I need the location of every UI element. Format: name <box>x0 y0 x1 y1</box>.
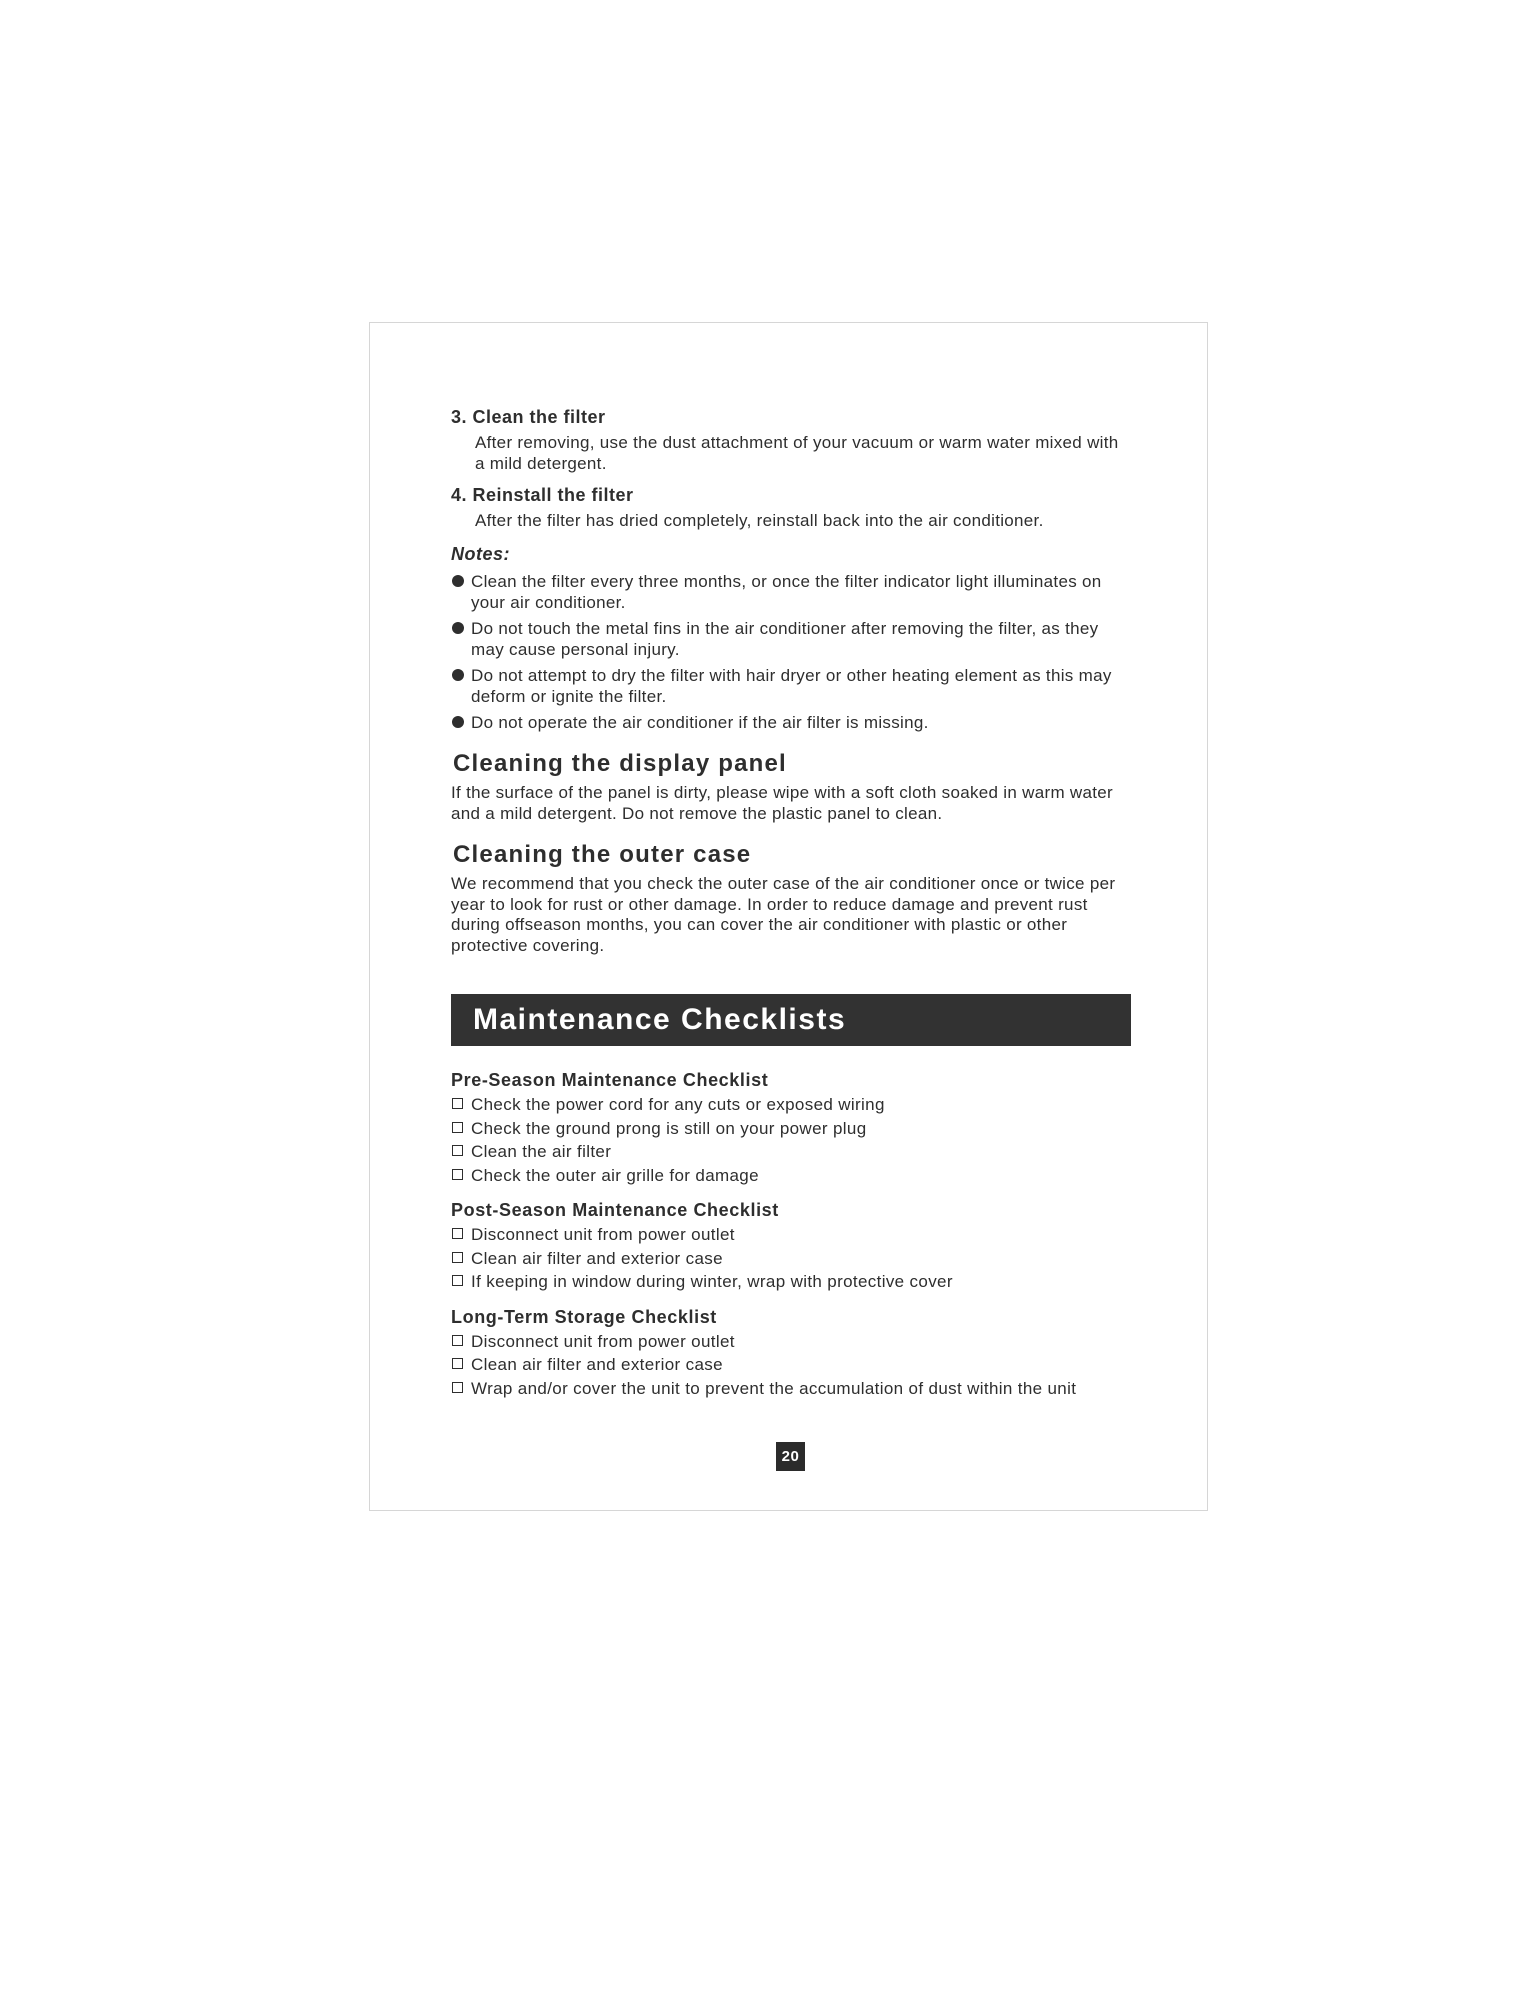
page-content <box>451 406 1131 1412</box>
bullet-icon <box>452 575 464 587</box>
post-season-checklist <box>451 1199 1131 1294</box>
checklist-item-text: Clean the air filter <box>471 1142 612 1161</box>
checklist-item <box>451 1140 1131 1164</box>
checklist-item-text: Wrap and/or cover the unit to prevent the accumulation of dust within the unit <box>471 1378 1077 1398</box>
checklist-item-text: Check the outer air grille for damage <box>471 1165 759 1185</box>
section-heading: Cleaning the display panel <box>453 750 787 777</box>
checklist-item <box>451 1247 1131 1271</box>
bullet-icon <box>452 622 464 634</box>
checklist-item-text: Clean air filter and exterior case <box>471 1355 723 1374</box>
checkbox-icon <box>452 1275 463 1286</box>
note-text: Do not attempt to dry the filter with hair dryer or other heating element as this may deform or ignite the filter. <box>471 666 1112 706</box>
note-text: Do not operate the air conditioner if the air filter is missing. <box>471 713 929 732</box>
checklist-heading: Post-Season Maintenance Checklist <box>451 1200 779 1220</box>
checklist-item <box>451 1164 1131 1188</box>
checklist-item <box>451 1377 1131 1401</box>
checklist-item <box>451 1353 1131 1377</box>
step-body: After the filter has dried completely, reinstall back into the air conditioner. <box>475 511 1044 530</box>
display-panel-section <box>451 749 1131 824</box>
step-heading: 4. Reinstall the filter <box>451 485 634 505</box>
checklist-heading: Pre-Season Maintenance Checklist <box>451 1070 769 1090</box>
bullet-icon <box>452 716 464 728</box>
checkbox-icon <box>452 1358 463 1369</box>
outer-case-section <box>451 840 1131 956</box>
step-clean-filter <box>451 406 1131 474</box>
checkbox-icon <box>452 1382 463 1393</box>
checkbox-icon <box>452 1122 463 1133</box>
checklist-item <box>451 1117 1131 1141</box>
checklist-item-text: Clean air filter and exterior case <box>471 1248 723 1268</box>
pre-season-checklist <box>451 1069 1131 1187</box>
note-item <box>451 618 1131 660</box>
checkbox-icon <box>452 1228 463 1239</box>
checklist-item-text: Check the ground prong is still on your power plug <box>471 1118 867 1138</box>
page-number: 20 <box>776 1442 805 1471</box>
checkbox-icon <box>452 1145 463 1156</box>
note-item <box>451 665 1131 707</box>
long-term-storage-checklist <box>451 1306 1131 1401</box>
note-text: Clean the filter every three months, or once the filter indicator light illuminates on your air conditioner. <box>471 572 1102 612</box>
notes-heading: Notes: <box>451 544 511 564</box>
step-heading: 3. Clean the filter <box>451 407 606 427</box>
checkbox-icon <box>452 1252 463 1263</box>
note-text: Do not touch the metal fins in the air conditioner after removing the filter, as they may cause personal injury. <box>471 619 1099 659</box>
checklist-item <box>451 1270 1131 1294</box>
checkbox-icon <box>452 1098 463 1109</box>
checkbox-icon <box>452 1169 463 1180</box>
section-body: If the surface of the panel is dirty, please wipe with a soft cloth soaked in warm water and a mild detergent. Do not remove the plastic panel to clean. <box>451 783 1114 823</box>
checklist-item <box>451 1223 1131 1247</box>
section-heading: Cleaning the outer case <box>453 841 752 868</box>
checklist-heading: Long-Term Storage Checklist <box>451 1306 717 1327</box>
checklist-item-text: Disconnect unit from power outlet <box>471 1331 735 1351</box>
checklist-item-text: If keeping in window during winter, wrap with protective cover <box>471 1272 953 1291</box>
step-reinstall-filter <box>451 484 1131 531</box>
note-item <box>451 571 1131 613</box>
checkbox-icon <box>452 1335 463 1346</box>
checklist-item <box>451 1330 1131 1354</box>
step-body: After removing, use the dust attachment of your vacuum or warm water mixed with a mild detergent. <box>475 433 1119 473</box>
notes-section <box>451 543 1131 733</box>
maintenance-checklists-banner: Maintenance Checklists <box>451 994 1131 1046</box>
checklist-item-text: Disconnect unit from power outlet <box>471 1225 735 1244</box>
checklist-item <box>451 1093 1131 1117</box>
section-body: We recommend that you check the outer case of the air conditioner once or twice per year to look for rust or other damage. In order to reduce damage and prevent rust during offseason months, you can cover the air conditioner with plastic or other protective covering. <box>451 874 1116 955</box>
bullet-icon <box>452 669 464 681</box>
checklist-item-text: Check the power cord for any cuts or exposed wiring <box>471 1095 885 1114</box>
note-item <box>451 712 1131 733</box>
